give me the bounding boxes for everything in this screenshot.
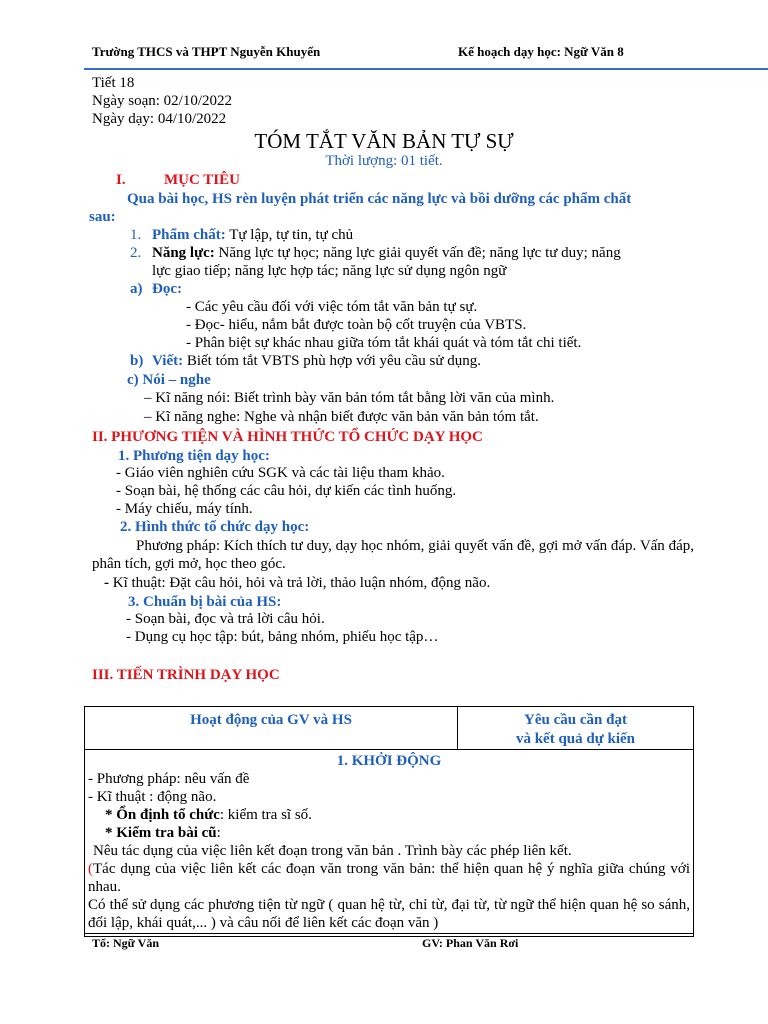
answer-1-text: Tác dụng của việc liên kết các đoạn văn trong văn bản: thể hiện quan hệ ý nghĩa giữa chúng với nhau. (88, 861, 690, 895)
sub-c-item: – Kĩ năng nghe: Nghe và nhận biết được văn bản văn bản tóm tắt. (144, 409, 539, 425)
date-prepared: Ngày soạn: 02/10/2022 (92, 93, 232, 109)
sub-b-heading: Viết: (152, 353, 184, 369)
item2-competence (152, 244, 621, 262)
lesson-progress-table (84, 706, 694, 937)
sub3-item: - Dụng cụ học tập: bút, bảng nhóm, phiếu học tập… (126, 629, 439, 645)
header-divider (84, 68, 768, 70)
row-answer-2: Có thể sử dụng các phương tiện từ ngữ ( quan hệ từ, chỉ từ, đại từ, từ ngữ thể hiện quan hệ so sánh, đối lập, khái quát,... ) và câu nối để liên kết các đoạn văn ) (88, 897, 690, 931)
footer-group: Tổ: Ngữ Văn (92, 936, 159, 950)
sub-b (152, 352, 481, 370)
sub1-item: - Máy chiếu, máy tính. (116, 501, 253, 517)
sub-a-item: - Các yêu cầu đối với việc tóm tắt văn bản tự sự. (186, 299, 478, 315)
section2-sub2: 2. Hình thức tổ chức dạy học: (120, 519, 310, 535)
row-technique: - Kĩ thuật : động não. (88, 789, 217, 805)
section1-number: I. (116, 172, 126, 188)
section2-sub3: 3. Chuẩn bị bài của HS: (128, 594, 282, 610)
footer-divider (84, 933, 694, 934)
sub-a-item: - Phân biệt sự khác nhau giữa tóm tắt khái quát và tóm tắt chi tiết. (186, 335, 582, 351)
stabilize-label: * Ổn định tổ chức (105, 807, 220, 823)
technique-text: Kĩ thuật: Đặt câu hỏi, hỏi và trả lời, thảo luận nhóm, động não. (112, 575, 491, 591)
item1-quality (152, 226, 353, 244)
item2-text: Năng lực tự học; năng lực giải quyết vấn đề; năng lực tư duy; năng (214, 245, 621, 261)
item2-text-cont: lực giao tiếp; năng lực hợp tác; năng lực sử dụng ngôn ngữ (152, 263, 507, 279)
answer-paren: ( (88, 861, 93, 877)
section1-intro-cont: sau: (89, 209, 116, 225)
row-heading: 1. KHỞI ĐỘNG (336, 753, 442, 769)
section1-intro: Qua bài học, HS rèn luyện phát triển các năng lực và bồi dưỡng các phẩm chất (127, 191, 632, 207)
sub-a-item: - Đọc- hiểu, nắm bắt được toàn bộ cốt truyện của VBTS. (186, 317, 527, 333)
row-check (85, 824, 693, 842)
check-label: * Kiểm tra bài cũ (105, 825, 217, 841)
section2-method: Phương pháp: Kích thích tư duy, dạy học nhóm, giải quyết vấn đề, gợi mở vấn đáp. Vấn đáp, phân tích, gợi mở, học theo góc. (92, 538, 694, 572)
section1-heading: MỤC TIÊU (164, 172, 240, 188)
date-taught: Ngày dạy: 04/10/2022 (92, 111, 227, 127)
page-title: TÓM TẮT VĂN BẢN TỰ SỰ (254, 129, 514, 153)
duration: Thời lượng: 01 tiết. (325, 153, 443, 169)
section3-heading: III. TIẾN TRÌNH DẠY HỌC (92, 667, 280, 683)
sub-b-text: Biết tóm tắt VBTS phù hợp với yêu cầu sử dụng. (183, 353, 481, 369)
item1-number: 1. (130, 227, 142, 243)
sub-c-heading: c) Nói – nghe (127, 372, 211, 388)
check-text: : (216, 825, 221, 841)
row-method: - Phương pháp: nêu vấn đề (88, 771, 250, 787)
lesson-number: Tiết 18 (92, 75, 135, 91)
item1-label: Phẩm chất: (152, 227, 226, 243)
header-plan: Kế hoạch dạy học: Ngữ Văn 8 (458, 44, 624, 59)
table-header-activities: Hoạt động của GV và HS (85, 707, 458, 750)
header-school: Trường THCS và THPT Nguyễn Khuyến (92, 44, 321, 59)
section2-heading: II. PHƯƠNG TIỆN VÀ HÌNH THỨC TỔ CHỨC DẠY HỌC (92, 429, 483, 445)
table-header-requirements: Yêu cầu cần đạt và kết quả dự kiến (458, 707, 694, 750)
item2-label: Năng lực: (152, 245, 215, 261)
row-question: Nêu tác dụng của việc liên kết đoạn trong văn bản . Trình bày các phép liên kết. (93, 843, 572, 859)
sub-a-label: a) (130, 281, 143, 297)
stabilize-text: : kiểm tra sĩ số. (219, 807, 312, 823)
item1-text: Tự lập, tự tin, tự chủ (225, 227, 354, 243)
technique-dash: - (104, 575, 113, 591)
sub1-item: - Soạn bài, hệ thống các câu hỏi, dự kiến các tình huống. (116, 483, 457, 499)
table-row-startup (85, 750, 694, 937)
row-stabilize (85, 806, 693, 824)
sub-b-label: b) (130, 353, 144, 369)
item2-number: 2. (130, 245, 142, 261)
row-answer-1 (85, 860, 693, 896)
sub1-item: - Giáo viên nghiên cứu SGK và các tài liệu tham khảo. (116, 465, 445, 481)
sub-c-item: – Kĩ năng nói: Biết trình bày văn bản tóm tắt bằng lời văn của mình. (144, 390, 555, 406)
sub3-item: - Soạn bài, đọc và trả lời câu hỏi. (126, 611, 325, 627)
section2-technique (104, 574, 490, 592)
section2-sub1: 1. Phương tiện dạy học: (118, 448, 270, 464)
sub-a-heading: Đọc: (152, 281, 182, 297)
footer-teacher: GV: Phan Văn Rơi (422, 936, 519, 950)
